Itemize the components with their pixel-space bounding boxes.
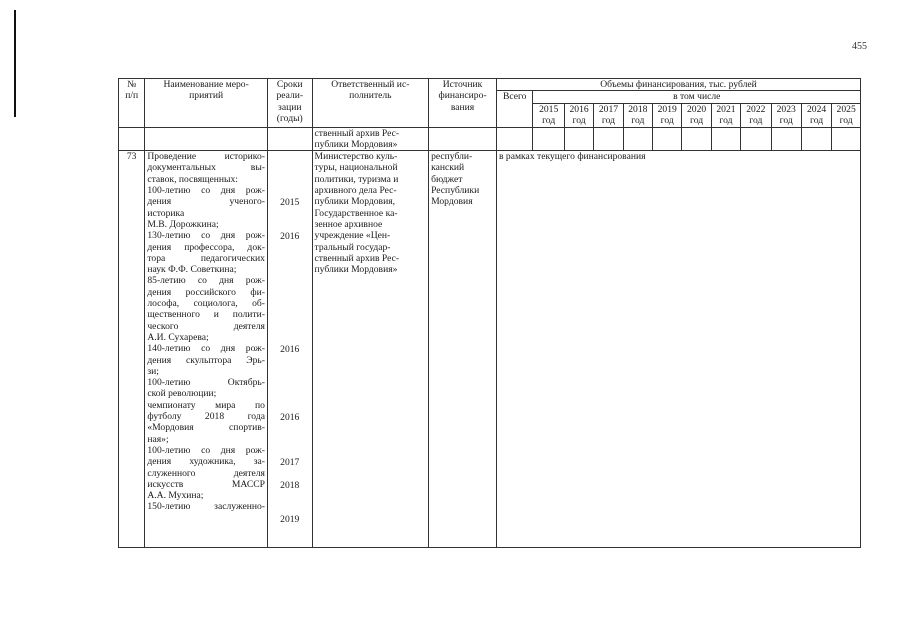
header-total: Всего	[496, 91, 532, 127]
header-year: 2025 год	[832, 103, 861, 127]
measure-line: А.А. Мухина;	[147, 490, 204, 502]
measure-line: 85-летию со дня рож-	[147, 275, 265, 287]
measure-line: щественного и полити-	[147, 309, 265, 321]
measure-line: Проведение историко-	[147, 151, 265, 163]
measure-line: дения скульптора Эрь-	[147, 354, 265, 366]
header-volumes: Объемы финансирования, тыс. рублей	[496, 79, 860, 91]
measure-line: ная»;	[147, 433, 169, 445]
header-year: 2017 год	[594, 103, 623, 127]
header-year: 2023 год	[771, 103, 801, 127]
header-year: 2022 год	[741, 103, 771, 127]
header-year: 2016 год	[564, 103, 593, 127]
measure-line: тора педагогических	[147, 252, 265, 264]
header-year: 2015 год	[533, 103, 564, 127]
measure-line: документальных вы-	[147, 162, 265, 174]
measure-line: 140-летию со дня рож-	[147, 343, 265, 355]
measure-line: искусств МАССР	[147, 478, 265, 490]
measure-line: 130-летию со дня рож-	[147, 230, 265, 242]
measure-line: дения профессора, док-	[147, 241, 265, 253]
period-year: 2018	[280, 479, 300, 491]
header-executor: Ответственный ис- полнитель	[312, 79, 429, 128]
header-year: 2018 год	[623, 103, 652, 127]
measure-line: чемпионату мира по	[147, 399, 265, 411]
header-including: в том числе	[533, 91, 861, 103]
table-row-73	[119, 151, 861, 548]
header-name: Наименование меро- приятий	[145, 79, 268, 128]
measures-cell	[145, 151, 268, 548]
financing-table	[118, 78, 861, 548]
period-year: 2016	[280, 231, 300, 243]
header-source: Источник финансиро- вания	[429, 79, 497, 128]
header-row-1	[119, 79, 861, 91]
period-year: 2017	[280, 457, 300, 469]
measure-line: дения российского фи-	[147, 286, 265, 298]
row-number: 73	[119, 151, 145, 548]
measure-line: 100-летию со дня рож-	[147, 444, 265, 456]
periods-cell	[267, 151, 312, 548]
executor-cell: Министерство куль- туры, национальной политики, туризма и архивного дела Рес- публики Мордовия, Государственное ка- зенное архивное учреждение «Цен- тральный государ- ственный архив Рес- публики Мордовия»	[312, 151, 429, 548]
measure-line: 150-летию заслуженно-	[147, 501, 265, 513]
period-year: 2016	[280, 344, 300, 356]
page-number: 455	[852, 41, 867, 52]
financing-cell: в рамках текущего финансирования	[496, 151, 860, 548]
measure-line: историка	[147, 207, 185, 219]
header-num: № п/п	[119, 79, 145, 128]
period-year: 2019	[280, 513, 300, 525]
measure-line: А.И. Сухарева;	[147, 331, 209, 343]
header-periods: Сроки реали- зации (годы)	[267, 79, 312, 128]
measure-line: ческого деятеля	[147, 320, 265, 332]
measure-line: дения художника, за-	[147, 456, 265, 468]
continuation-executor: ственный архив Рес- публики Мордовия»	[312, 127, 429, 151]
measure-line: наук Ф.Ф. Советкина;	[147, 264, 237, 276]
header-year: 2019 год	[653, 103, 682, 127]
header-year: 2024 год	[801, 103, 831, 127]
period-year: 2015	[280, 197, 300, 209]
measure-line: зи;	[147, 365, 159, 377]
measure-line: ской революции;	[147, 388, 217, 400]
period-year: 2016	[280, 412, 300, 424]
measure-line: лософа, социолога, об-	[147, 298, 265, 310]
measure-line: 100-летию Октябрь-	[147, 377, 265, 389]
measure-line: «Мордовия спортив-	[147, 422, 265, 434]
measure-line: М.В. Дорожкина;	[147, 218, 219, 230]
measure-line: футболу 2018 года	[147, 411, 265, 423]
header-year: 2021 год	[711, 103, 740, 127]
measure-line: 100-летию со дня рож-	[147, 185, 265, 197]
measure-line: дения ученого-	[147, 196, 265, 208]
continuation-row	[119, 127, 861, 151]
measure-line: ставок, посвященных:	[147, 173, 238, 185]
source-cell: республи- канский бюджет Республики Мордовия	[429, 151, 497, 548]
measure-line: служенного деятеля	[147, 467, 265, 479]
scan-margin-bar	[14, 10, 16, 117]
header-year: 2020 год	[682, 103, 711, 127]
